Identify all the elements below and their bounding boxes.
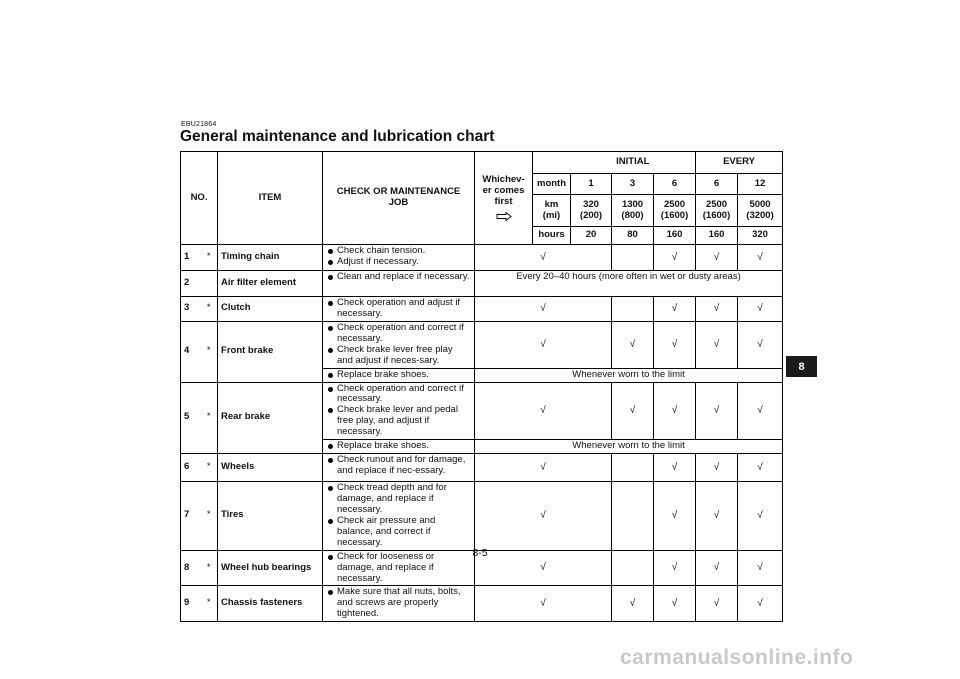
row-item: Timing chain [218,245,323,271]
page-title: General maintenance and lubrication chart [180,128,495,145]
header-every: EVERY [696,152,783,174]
check-cell: √ [654,245,696,271]
job-list [327,370,471,381]
check-cell: √ [654,382,696,440]
job-item: Check operation and correct if necessary. [327,323,471,345]
row-jobs [323,368,475,382]
header-item: ITEM [218,152,323,245]
header-check: CHECK OR MAINTENANCE JOB [323,152,475,245]
month-value: 1 [571,174,612,195]
header-corner [533,152,571,174]
row-mark: * [201,454,218,482]
row-mark [201,271,218,297]
check-cell [612,297,654,322]
check-cell: √ [696,382,738,440]
job-item: Check brake lever and pedal free play, and adjust if necessary. [327,405,471,438]
month-value: 6 [696,174,738,195]
job-list [327,272,471,283]
job-list [327,298,471,320]
job-item: Clean and replace if necessary. [327,272,471,283]
header-row-1 [181,152,783,174]
km-label: km (mi) [533,195,571,227]
check-cell: √ [475,245,612,271]
row-mark: * [201,297,218,322]
check-cell: √ [696,454,738,482]
check-cell: √ [696,321,738,368]
table-row [181,271,783,297]
check-cell: √ [696,297,738,322]
row-number: 6 [181,454,201,482]
check-cell [612,245,654,271]
page-number: 8-5 [472,547,488,559]
check-cell: √ [696,550,738,586]
table-row [181,245,783,271]
chapter-tab: 8 [786,356,817,377]
whichever-text: Whichev-er comes first [482,174,525,207]
row-jobs [323,550,475,586]
check-cell: √ [654,550,696,586]
check-cell: √ [475,297,612,322]
check-cell: √ [654,297,696,322]
row-number: 3 [181,297,201,322]
month-label: month [533,174,571,195]
check-cell: √ [738,245,783,271]
row-number: 2 [181,271,201,297]
check-cell: √ [654,482,696,551]
row-item: Clutch [218,297,323,322]
row-number: 7 [181,482,201,551]
row-item: Wheels [218,454,323,482]
check-cell: √ [612,382,654,440]
job-item: Check brake lever free play and adjust if neces-sary. [327,345,471,367]
row-jobs [323,454,475,482]
job-item: Check runout and for damage, and replace if nec-essary. [327,455,471,477]
job-list [327,441,471,452]
row-item: Rear brake [218,382,323,454]
check-cell: √ [475,586,612,622]
km-value: 320 (200) [571,195,612,227]
table-row [181,482,783,551]
header-whichever [475,152,533,245]
row-item: Front brake [218,321,323,382]
arrow-right-icon [496,212,512,221]
job-item: Make sure that all nuts, bolts, and screws are properly tightened. [327,587,471,620]
check-cell: √ [475,482,612,551]
check-cell: √ [475,454,612,482]
hours-value: 320 [738,227,783,245]
row-jobs [323,586,475,622]
row-mark: * [201,382,218,454]
job-item: Check chain tension. [327,246,471,257]
check-cell: √ [738,482,783,551]
job-list [327,246,471,268]
row-item: Wheel hub bearings [218,550,323,586]
row-mark: * [201,482,218,551]
header-initial: INITIAL [571,152,696,174]
job-item: Check operation and correct if necessary. [327,384,471,406]
row-jobs [323,440,475,454]
job-item: Check for looseness or damage, and replace if necessary. [327,552,471,585]
check-cell: √ [612,586,654,622]
row-number: 8 [181,550,201,586]
row-jobs [323,271,475,297]
month-value: 3 [612,174,654,195]
hours-label: hours [533,227,571,245]
check-cell: √ [696,482,738,551]
row-number: 1 [181,245,201,271]
table-row [181,297,783,322]
job-list [327,323,471,367]
row-jobs [323,245,475,271]
check-cell: √ [612,321,654,368]
row-item: Chassis fasteners [218,586,323,622]
row-jobs [323,382,475,440]
check-cell [612,454,654,482]
row-jobs [323,482,475,551]
km-value: 2500 (1600) [696,195,738,227]
check-cell: √ [738,297,783,322]
row-number: 4 [181,321,201,382]
table-row [181,321,783,368]
hours-value: 160 [696,227,738,245]
row-mark: * [201,586,218,622]
month-value: 6 [654,174,696,195]
table-row [181,382,783,440]
job-list [327,455,471,477]
interval-note: Every 20–40 hours (more often in wet or dusty areas) [475,271,783,297]
check-cell: √ [738,382,783,440]
job-item: Check operation and adjust if necessary. [327,298,471,320]
interval-note: Whenever worn to the limit [475,368,783,382]
km-value: 5000 (3200) [738,195,783,227]
hours-value: 160 [654,227,696,245]
km-value: 2500 (1600) [654,195,696,227]
job-item: Check tread depth and for damage, and replace if necessary. [327,483,471,516]
header-no: NO. [181,152,218,245]
check-cell: √ [738,550,783,586]
document-code: EBU21864 [181,121,217,128]
km-value: 1300 (800) [612,195,654,227]
job-list [327,384,471,439]
row-mark: * [201,550,218,586]
table-row [181,454,783,482]
check-cell: √ [738,454,783,482]
check-cell: √ [475,550,612,586]
row-jobs [323,321,475,368]
row-item: Tires [218,482,323,551]
check-cell: √ [696,245,738,271]
check-cell: √ [654,321,696,368]
check-cell: √ [654,454,696,482]
row-number: 9 [181,586,201,622]
watermark: carmanualsonline.info [620,646,854,669]
check-cell [612,550,654,586]
interval-note: Whenever worn to the limit [475,440,783,454]
job-item: Replace brake shoes. [327,441,471,452]
job-item: Adjust if necessary. [327,257,471,268]
hours-value: 20 [571,227,612,245]
job-list [327,587,471,620]
check-cell: √ [738,586,783,622]
check-cell [612,482,654,551]
check-cell: √ [475,321,612,368]
job-list [327,552,471,585]
job-item: Check air pressure and balance, and correct if necessary. [327,516,471,549]
hours-value: 80 [612,227,654,245]
job-list [327,483,471,549]
row-number: 5 [181,382,201,454]
check-cell: √ [696,586,738,622]
row-jobs [323,297,475,322]
check-cell: √ [738,321,783,368]
table-row [181,586,783,622]
check-cell: √ [654,586,696,622]
check-cell: √ [475,382,612,440]
job-item: Replace brake shoes. [327,370,471,381]
row-item: Air filter element [218,271,323,297]
month-value: 12 [738,174,783,195]
row-mark: * [201,245,218,271]
row-mark: * [201,321,218,382]
